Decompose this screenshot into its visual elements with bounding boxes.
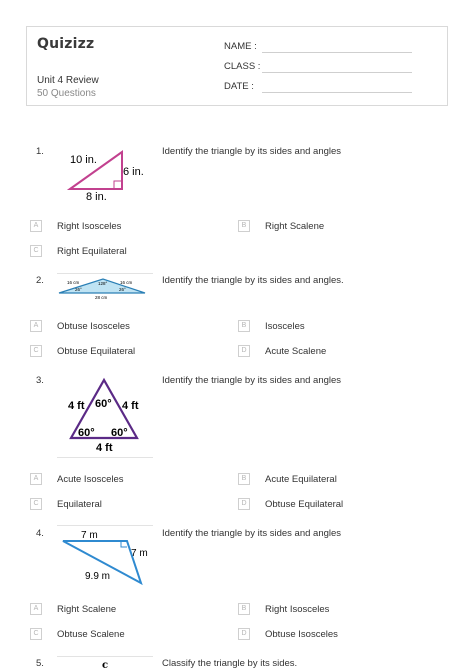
- question-4-text: Identify the triangle by its sides and angles: [162, 528, 342, 539]
- option-1c-box[interactable]: C: [30, 245, 42, 257]
- question-2-figure: [57, 274, 153, 302]
- option-2c-text[interactable]: Obtuse Equilateral: [57, 346, 136, 357]
- question-1-figure: [56, 145, 156, 205]
- question-3-label-left: 4 ft: [68, 400, 85, 412]
- question-1-label-leg: 6 in.: [123, 166, 144, 178]
- worksheet-title: Unit 4 Review: [37, 75, 99, 86]
- question-5-figure: [100, 658, 112, 670]
- option-4c-text[interactable]: Obtuse Scalene: [57, 629, 125, 640]
- class-field[interactable]: [262, 72, 412, 73]
- option-2a-text[interactable]: Obtuse Isosceles: [57, 321, 130, 332]
- name-field[interactable]: [262, 52, 412, 53]
- question-4-figure: [57, 527, 153, 587]
- option-2b-text[interactable]: Isosceles: [265, 321, 305, 332]
- question-5-number: 5.: [36, 658, 44, 669]
- question-3-figure-rule: [57, 457, 153, 458]
- option-2d-text[interactable]: Acute Scalene: [265, 346, 327, 357]
- option-3a-text[interactable]: Acute Isosceles: [57, 474, 124, 485]
- question-1-text: Identify the triangle by its sides and angles: [162, 146, 342, 157]
- option-3b-box[interactable]: B: [238, 473, 250, 485]
- question-count: 50 Questions: [37, 88, 96, 99]
- option-4b-text[interactable]: Right Isosceles: [265, 604, 330, 615]
- question-3-label-angle-right: 60°: [111, 427, 128, 439]
- option-2d-box[interactable]: D: [238, 345, 250, 357]
- option-3b-text[interactable]: Acute Equilateral: [265, 474, 337, 485]
- class-label: CLASS :: [224, 61, 261, 72]
- option-2c-box[interactable]: C: [30, 345, 42, 357]
- question-2-label-left: 16 cm: [67, 280, 80, 285]
- option-1a-text[interactable]: Right Isosceles: [57, 221, 122, 232]
- name-label: NAME :: [224, 41, 257, 52]
- option-1a-box[interactable]: A: [30, 220, 42, 232]
- option-4d-text[interactable]: Obtuse Isosceles: [265, 629, 338, 640]
- question-2-label-right: 16 cm: [120, 280, 133, 285]
- question-3-label-apex: 60°: [95, 398, 112, 410]
- question-3-number: 3.: [36, 375, 44, 386]
- option-4b-box[interactable]: B: [238, 603, 250, 615]
- question-2-label-base: 28 cm: [95, 295, 108, 300]
- question-5-text: Classify the triangle by its sides.: [162, 658, 298, 669]
- question-3-figure: [62, 374, 154, 458]
- question-4-figure-rule: [57, 525, 153, 526]
- option-4c-box[interactable]: C: [30, 628, 42, 640]
- quizizz-logo: Quizizz: [37, 36, 95, 52]
- question-2-label-angle-left: 26°: [75, 287, 82, 292]
- question-4-label-hyp: 9.9 m: [85, 571, 111, 582]
- question-2-label-apex: 128°: [98, 281, 108, 286]
- question-3-label-right: 4 ft: [122, 400, 139, 412]
- question-1-number: 1.: [36, 146, 44, 157]
- question-2-number: 2.: [36, 275, 44, 286]
- option-3d-text[interactable]: Obtuse Equilateral: [265, 499, 344, 510]
- option-4a-text[interactable]: Right Scalene: [57, 604, 117, 615]
- option-3c-box[interactable]: C: [30, 498, 42, 510]
- option-2a-box[interactable]: A: [30, 320, 42, 332]
- question-3-label-base: 4 ft: [96, 442, 113, 454]
- option-1b-box[interactable]: B: [238, 220, 250, 232]
- option-3d-box[interactable]: D: [238, 498, 250, 510]
- question-2-text: Identify the triangle by its sides and angles.: [162, 275, 344, 286]
- question-3-text: Identify the triangle by its sides and angles: [162, 375, 342, 386]
- question-4-label-top: 7 m: [81, 530, 98, 541]
- question-2-label-angle-right: 26°: [119, 287, 126, 292]
- option-1c-text[interactable]: Right Equilateral: [57, 246, 127, 257]
- question-5-figure-rule: [57, 656, 153, 657]
- question-4-label-right: 7 m: [131, 548, 148, 559]
- question-4-number: 4.: [36, 528, 44, 539]
- option-4d-box[interactable]: D: [238, 628, 250, 640]
- option-3a-box[interactable]: A: [30, 473, 42, 485]
- date-field[interactable]: [262, 92, 412, 93]
- date-label: DATE :: [224, 81, 254, 92]
- option-2b-box[interactable]: B: [238, 320, 250, 332]
- question-3-label-angle-left: 60°: [78, 427, 95, 439]
- question-1-label-hyp: 10 in.: [70, 154, 97, 166]
- option-1b-text[interactable]: Right Scalene: [265, 221, 325, 232]
- question-1-label-base: 8 in.: [86, 191, 107, 203]
- question-5-label-c: c: [102, 660, 109, 670]
- option-3c-text[interactable]: Equilateral: [57, 499, 102, 510]
- option-4a-box[interactable]: A: [30, 603, 42, 615]
